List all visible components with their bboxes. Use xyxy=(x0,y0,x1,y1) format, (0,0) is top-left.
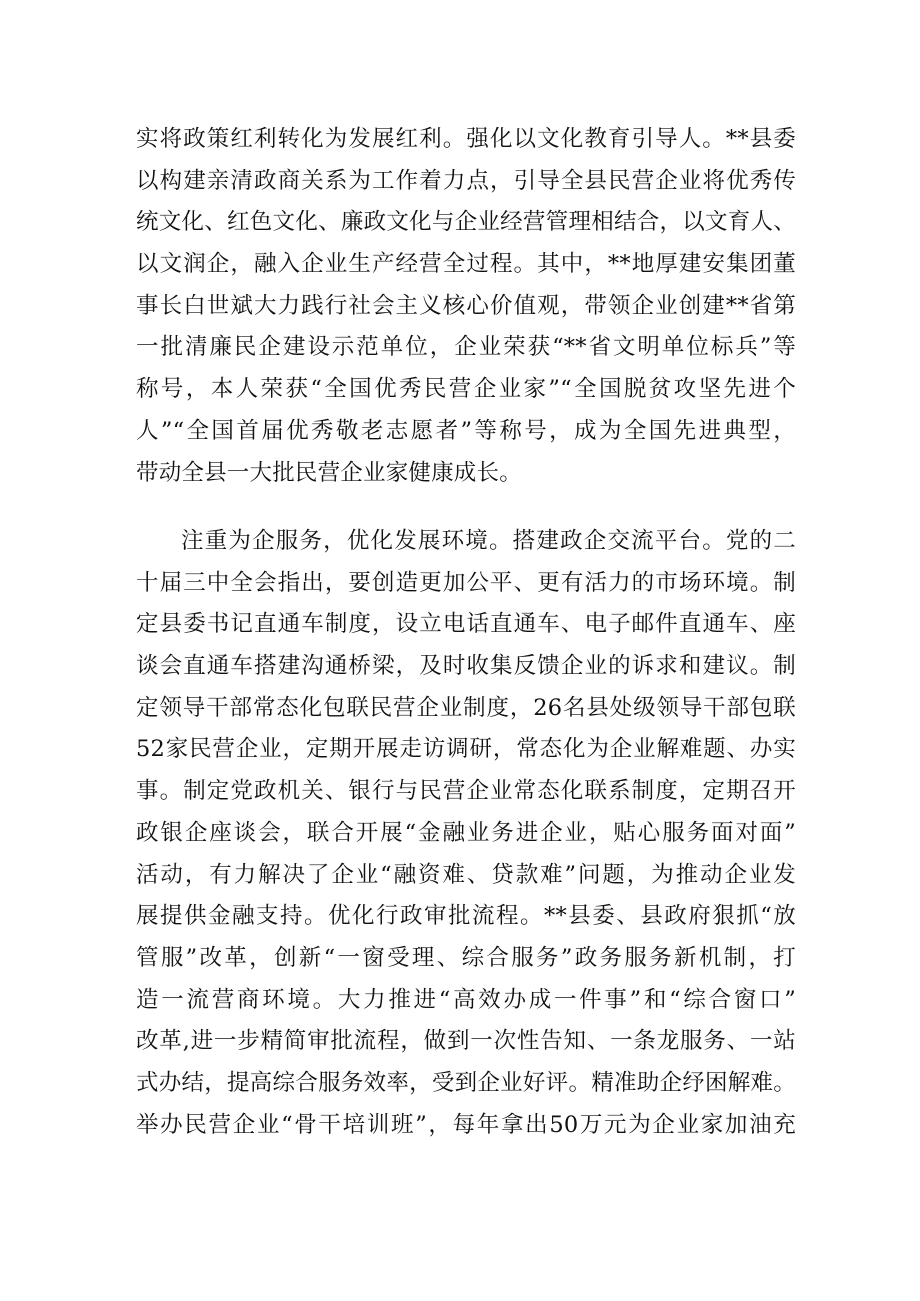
text-line: 人”“全国首届优秀敬老志愿者”等称号，成为全国先进典型， xyxy=(136,417,796,444)
text-line: 一批清廉民企建设示范单位，企业荣获“**省文明单位标兵”等 xyxy=(136,334,796,361)
text-line: 管服”改革，创新“一窗受理、综合服务”政务服务新机制，打 xyxy=(136,944,796,971)
text-line: 展提供金融支持。优化行政审批流程。**县委、县政府狠抓“放 xyxy=(136,903,796,930)
text-line: 52家民营企业，定期开展走访调研，常态化为企业解难题、办实 xyxy=(136,736,796,763)
text-line: 以构建亲清政商关系为工作着力点，引导全县民营企业将优秀传 xyxy=(136,167,796,194)
text-line: 政银企座谈会，联合开展“金融业务进企业，贴心服务面对面” xyxy=(136,819,796,846)
text-line: 事。制定党政机关、银行与民营企业常态化联系制度，定期召开 xyxy=(136,778,796,805)
text-line: 事长白世斌大力践行社会主义核心价值观，带领企业创建**省第 xyxy=(136,292,796,319)
text-line: 造一流营商环境。大力推进“高效办成一件事”和“综合窗口” xyxy=(136,986,796,1013)
text-line: 称号，本人荣获“全国优秀民营企业家”“全国脱贫攻坚先进个 xyxy=(136,376,796,403)
text-line: 改革,进一步精简审批流程，做到一次性告知、一条龙服务、一站 xyxy=(136,1028,796,1055)
text-line: 谈会直通车搭建沟通桥梁，及时收集反馈企业的诉求和建议。制 xyxy=(136,653,796,680)
text-line: 十届三中全会指出，要创造更加公平、更有活力的市场环境。制 xyxy=(136,569,796,596)
paragraph-culture-education xyxy=(136,119,796,494)
text-line: 实将政策红利转化为发展红利。强化以文化教育引导人。**县委 xyxy=(136,126,796,152)
text-line: 举办民营企业“骨干培训班”，每年拿出50万元为企业家加油充 xyxy=(136,1111,796,1138)
paragraph-enterprise-service xyxy=(136,521,796,1146)
text-line: 统文化、红色文化、廉政文化与企业经营管理相结合，以文育人、 xyxy=(136,209,796,236)
text-line: 式办结，提高综合服务效率，受到企业好评。精准助企纾困解难。 xyxy=(136,1069,796,1096)
text-line: 以文润企，融入企业生产经营全过程。其中，**地厚建安集团董 xyxy=(136,251,796,278)
text-line: 定县委书记直通车制度，设立电话直通车、电子邮件直通车、座 xyxy=(136,611,796,638)
text-line: 注重为企服务，优化发展环境。搭建政企交流平台。党的二 xyxy=(181,528,796,554)
text-line: 带动全县一大批民营企业家健康成长。 xyxy=(136,459,522,486)
text-line: 活动，有力解决了企业“融资难、贷款难”问题，为推动企业发 xyxy=(136,861,796,888)
text-line: 定领导干部常态化包联民营企业制度，26名县处级领导干部包联 xyxy=(136,694,796,721)
